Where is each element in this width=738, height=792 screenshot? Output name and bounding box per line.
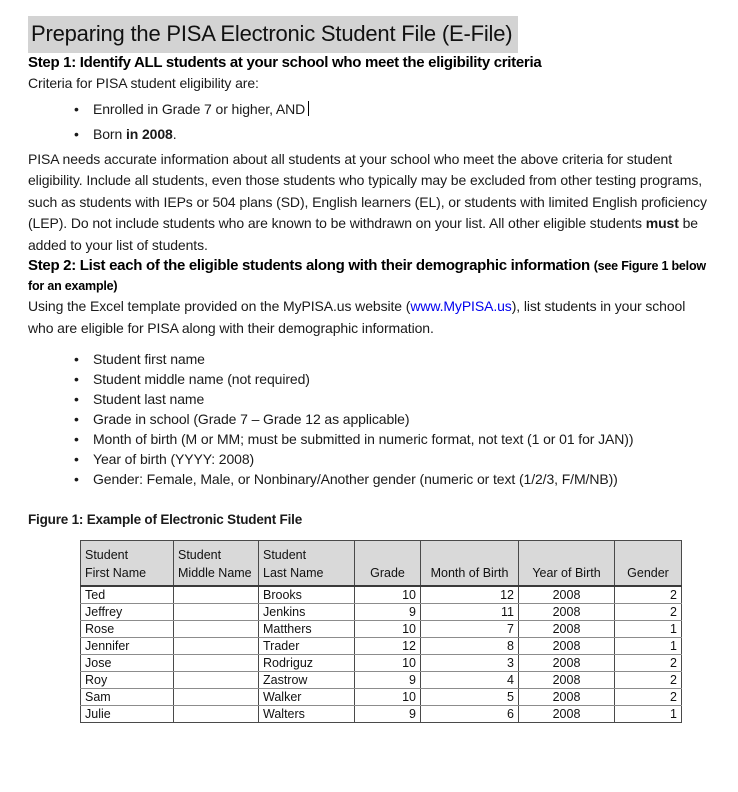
cell-gender: 2 [615, 671, 682, 688]
cell-month: 8 [421, 637, 519, 654]
cell-last-name: Trader [259, 637, 355, 654]
header-line: Student [178, 547, 222, 562]
step2-paragraph [28, 296, 710, 339]
col-header-month-of-birth: Month of Birth [421, 541, 519, 586]
cell-last-name: Walker [259, 688, 355, 705]
bullet-text: Enrolled in Grade 7 or higher, AND [93, 100, 306, 117]
list-item: • Month of birth (M or MM; must be submitted in numeric format, not text (1 or 01 for JAN)) [28, 429, 710, 449]
step1-paragraph [28, 149, 710, 257]
step2-heading-note: (see Figure 1 below for an example) [28, 259, 706, 293]
cell-middle-name [174, 688, 259, 705]
page-title [28, 16, 710, 53]
col-header-first-name [81, 541, 174, 586]
list-item [28, 124, 710, 144]
cell-last-name: Rodriguz [259, 654, 355, 671]
cell-last-name: Jenkins [259, 603, 355, 620]
col-header-year-of-birth: Year of Birth [519, 541, 615, 586]
cell-middle-name [174, 603, 259, 620]
cell-month: 7 [421, 620, 519, 637]
col-header-last-name [259, 541, 355, 586]
cell-gender: 1 [615, 637, 682, 654]
header-line: Last Name [263, 565, 324, 580]
step1-bullet-list [28, 99, 710, 144]
cell-middle-name [174, 671, 259, 688]
cell-year: 2008 [519, 688, 615, 705]
mypisa-link[interactable]: www.MyPISA.us [410, 298, 512, 314]
list-item: • Year of birth (YYYY: 2008) [28, 449, 710, 469]
cell-gender: 1 [615, 705, 682, 722]
cell-first-name: Jeffrey [81, 603, 174, 620]
cell-first-name: Ted [81, 586, 174, 604]
cell-grade: 9 [355, 671, 421, 688]
step2-bullet-list [28, 349, 710, 489]
list-item: • Student last name [28, 389, 710, 409]
text-cursor [308, 101, 309, 116]
table-row [81, 654, 682, 671]
cell-middle-name [174, 705, 259, 722]
step2-heading-main: Step 2: List each of the eligible students along with their demographic information [28, 257, 594, 274]
cell-gender: 2 [615, 586, 682, 604]
step1-heading: Step 1: Identify ALL students at your school who meet the eligibility criteria [28, 54, 542, 71]
cell-year: 2008 [519, 671, 615, 688]
cell-first-name: Jennifer [81, 637, 174, 654]
cell-year: 2008 [519, 586, 615, 604]
cell-month: 4 [421, 671, 519, 688]
cell-month: 3 [421, 654, 519, 671]
list-item [28, 99, 710, 119]
cell-first-name: Rose [81, 620, 174, 637]
step2-heading [28, 256, 710, 296]
cell-month: 6 [421, 705, 519, 722]
cell-grade: 12 [355, 637, 421, 654]
cell-grade: 10 [355, 586, 421, 604]
list-item: • Student first name [28, 349, 710, 369]
cell-year: 2008 [519, 620, 615, 637]
figure-caption: Figure 1: Example of Electronic Student File [28, 512, 303, 527]
student-table [80, 540, 682, 723]
bullet-text-bold: in 2008 [125, 125, 173, 142]
cell-middle-name [174, 620, 259, 637]
paragraph-text-bold: must [645, 215, 679, 231]
paragraph-text: Using the Excel template provided on the MyPISA.us website ( [28, 298, 411, 314]
paragraph-text: PISA needs accurate information about all students at your school who meet the above criteria for student eligibility. Include all students, even those students who typically may be excluded from other testing programs, such as students with IEPs or 504 plans (SD), English learners (EL), or students with limited English proficiency (LEP). Do not include students who are known to be withdrawn on your list. All other eligible students [28, 150, 707, 231]
cell-month: 12 [421, 586, 519, 604]
cell-last-name: Walters [259, 705, 355, 722]
cell-last-name: Brooks [259, 586, 355, 604]
list-item: • Gender: Female, Male, or Nonbinary/Another gender (numeric or text (1/2/3, F/M/NB)) [28, 469, 710, 489]
cell-first-name: Julie [81, 705, 174, 722]
cell-year: 2008 [519, 603, 615, 620]
cell-grade: 9 [355, 705, 421, 722]
paragraph-text: be added to your list of students. [28, 215, 698, 253]
page-title-highlight: Preparing the PISA Electronic Student File (E-File) [28, 16, 518, 53]
cell-grade: 9 [355, 603, 421, 620]
table-header-row [81, 541, 682, 586]
list-item: • Student middle name (not required) [28, 369, 710, 389]
cell-first-name: Sam [81, 688, 174, 705]
cell-first-name: Roy [81, 671, 174, 688]
col-header-grade: Grade [355, 541, 421, 586]
cell-month: 11 [421, 603, 519, 620]
cell-grade: 10 [355, 620, 421, 637]
header-line: Student [263, 547, 307, 562]
cell-last-name: Zastrow [259, 671, 355, 688]
cell-last-name: Matthers [259, 620, 355, 637]
col-header-middle-name [174, 541, 259, 586]
table-row [81, 688, 682, 705]
cell-middle-name [174, 654, 259, 671]
cell-middle-name [174, 637, 259, 654]
table-row [81, 603, 682, 620]
step1-intro: Criteria for PISA student eligibility are: [28, 75, 259, 91]
cell-month: 5 [421, 688, 519, 705]
table-row [81, 671, 682, 688]
cell-gender: 2 [615, 654, 682, 671]
table-row [81, 637, 682, 654]
list-item: • Grade in school (Grade 7 – Grade 12 as applicable) [28, 409, 710, 429]
header-line: First Name [85, 565, 147, 580]
paragraph-text: ), list students in your school who are eligible for PISA along with their demographic information. [28, 298, 686, 336]
cell-grade: 10 [355, 688, 421, 705]
cell-first-name: Jose [81, 654, 174, 671]
header-line: Student [85, 547, 129, 562]
cell-grade: 10 [355, 654, 421, 671]
cell-middle-name [174, 586, 259, 604]
cell-year: 2008 [519, 654, 615, 671]
table-row [81, 705, 682, 722]
cell-gender: 1 [615, 620, 682, 637]
cell-year: 2008 [519, 705, 615, 722]
cell-gender: 2 [615, 688, 682, 705]
header-line: Middle Name [178, 565, 252, 580]
table-row [81, 586, 682, 604]
table-row [81, 620, 682, 637]
bullet-text: Born [93, 125, 126, 142]
cell-year: 2008 [519, 637, 615, 654]
bullet-text: . [172, 125, 177, 142]
cell-gender: 2 [615, 603, 682, 620]
col-header-gender: Gender [615, 541, 682, 586]
